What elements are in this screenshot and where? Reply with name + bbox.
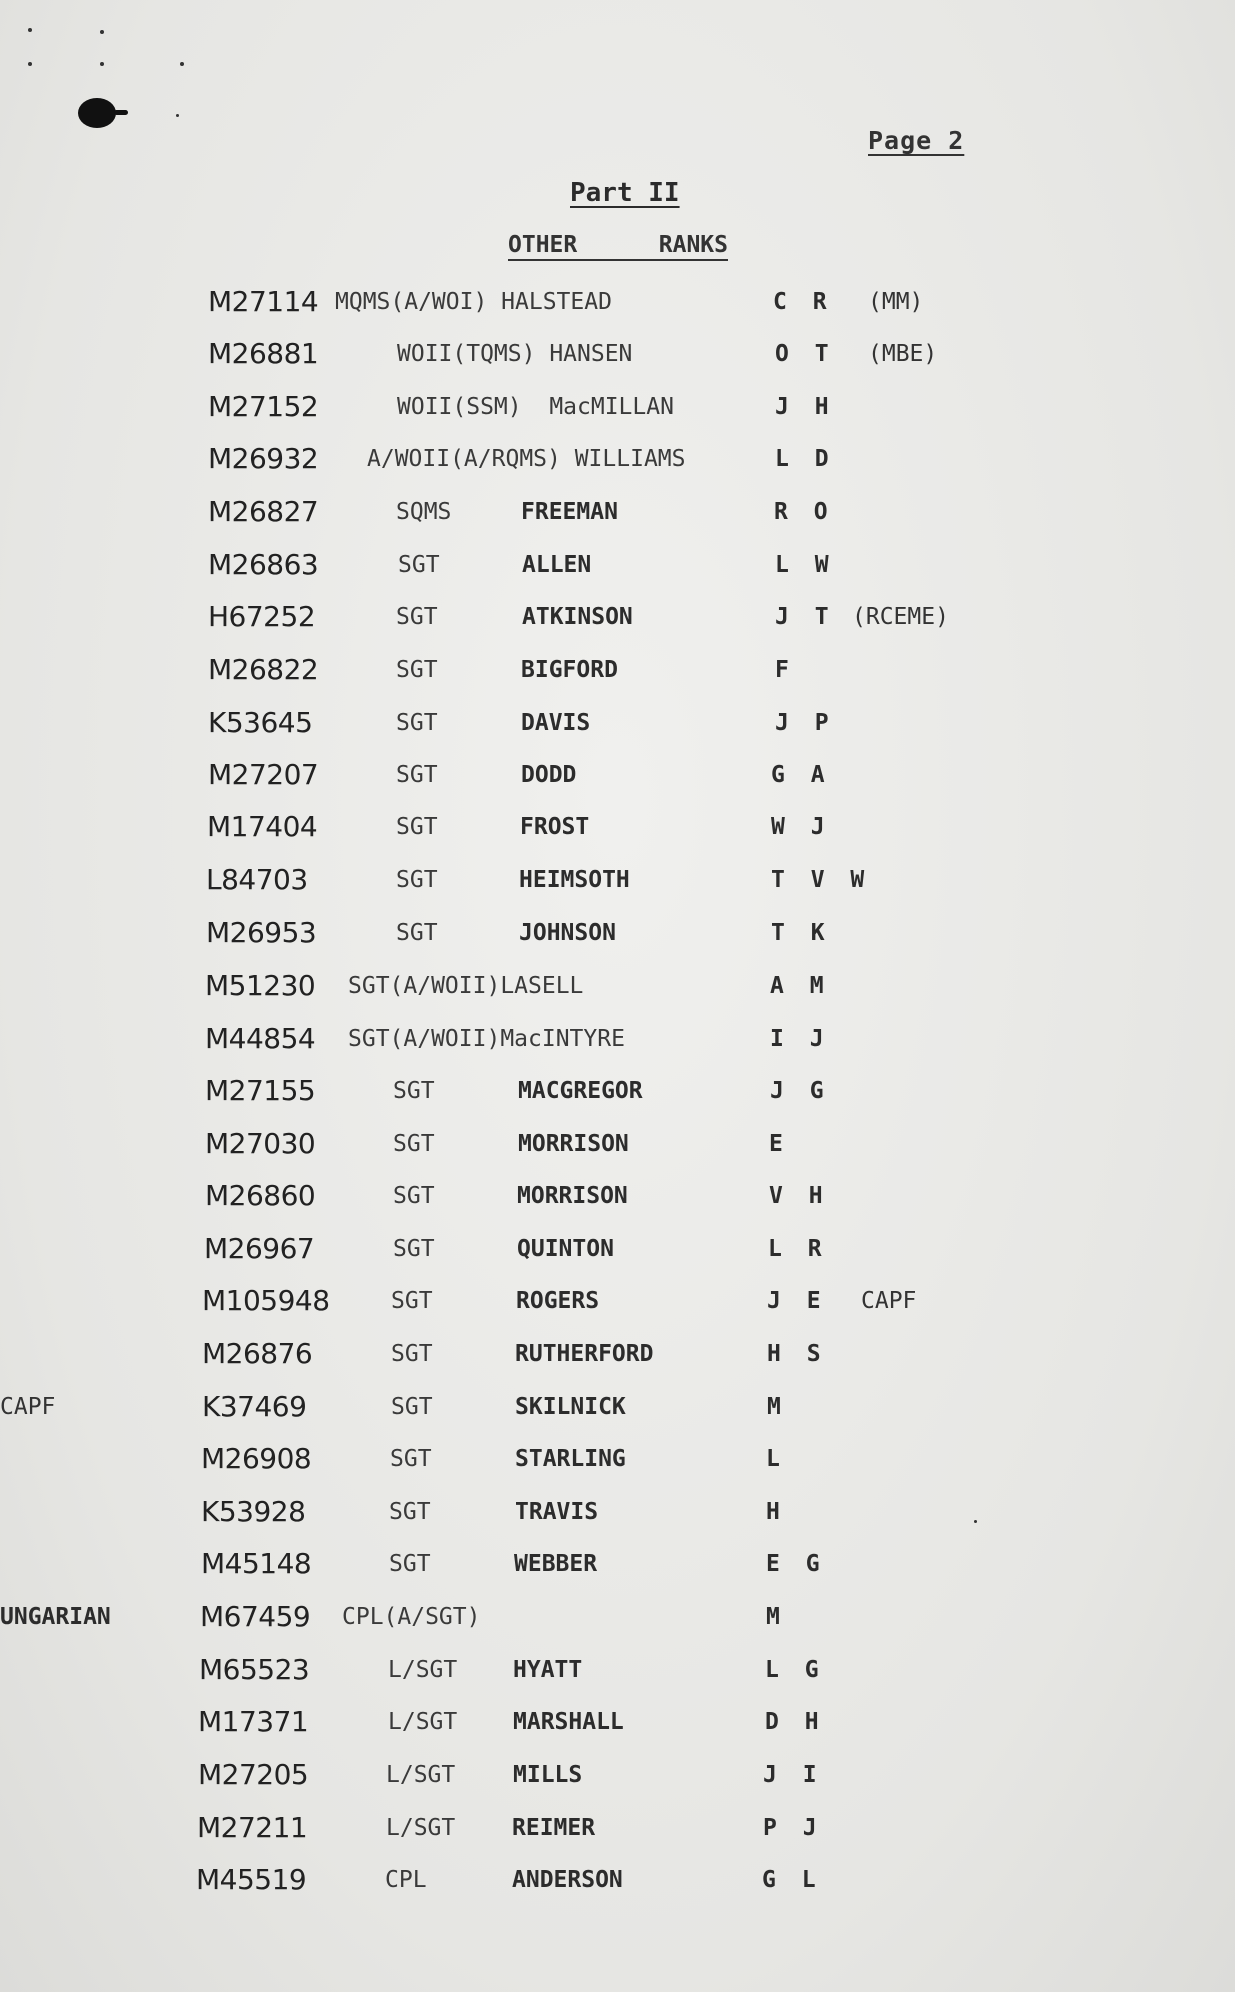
- initials: G L: [762, 1867, 822, 1893]
- ink-speck: [180, 62, 184, 66]
- service-number: M26860: [205, 1179, 316, 1212]
- surname: MILLS: [513, 1762, 583, 1788]
- roster-row: [0, 597, 1235, 637]
- surname: BIGFORD: [521, 657, 618, 683]
- service-number: L84703: [206, 863, 308, 896]
- surname: MACGREGOR: [518, 1078, 643, 1104]
- initials: J I: [763, 1762, 823, 1788]
- roster-row: [0, 807, 1235, 847]
- award-note: CAPF: [0, 1394, 56, 1420]
- rank: SGT(A/WOII)MacINTYRE: [348, 1026, 625, 1052]
- rank: L/SGT: [386, 1815, 456, 1841]
- roster-row: [0, 1650, 1235, 1690]
- initials: W J: [771, 814, 831, 840]
- service-number: M27152: [208, 390, 319, 423]
- ink-speck: [100, 30, 104, 34]
- roster-row: [0, 755, 1235, 795]
- roster-row: [0, 1334, 1235, 1374]
- initials: J G: [770, 1078, 830, 1104]
- page-number: Page 2: [868, 126, 965, 155]
- initials: J T: [775, 604, 835, 630]
- roster-row: [0, 1492, 1235, 1532]
- roster-row: [0, 703, 1235, 743]
- roster-row: [0, 860, 1235, 900]
- service-number: K53928: [201, 1495, 306, 1528]
- surname: REIMER: [512, 1815, 596, 1841]
- surname: FREEMAN: [521, 499, 618, 525]
- rank: SGT: [391, 1394, 433, 1420]
- initials: L R: [768, 1236, 828, 1262]
- roster-row: [0, 1229, 1235, 1269]
- rank: L/SGT: [386, 1762, 456, 1788]
- surname: ANDERSON: [512, 1867, 623, 1893]
- surname: RUTHERFORD: [515, 1341, 654, 1367]
- initials: P J: [763, 1815, 823, 1841]
- surname: ATKINSON: [522, 604, 633, 630]
- part-title: Part II: [570, 178, 680, 208]
- surname: ALLEN: [522, 552, 592, 578]
- initials: D H: [765, 1709, 825, 1735]
- rank: SGT: [396, 867, 438, 893]
- rank: A/WOII(A/RQMS) WILLIAMS: [367, 446, 686, 472]
- service-number: M27207: [208, 758, 319, 791]
- roster-row: [0, 1755, 1235, 1795]
- service-number: M45148: [201, 1547, 312, 1580]
- service-number: M51230: [205, 969, 316, 1002]
- rank: SQMS: [396, 499, 452, 525]
- rank: SGT: [393, 1131, 435, 1157]
- initials: J P: [775, 710, 835, 736]
- initials: H: [766, 1499, 786, 1525]
- initials: M: [766, 1604, 786, 1630]
- service-number: M27114: [208, 285, 319, 318]
- initials: L D: [775, 446, 835, 472]
- rank: SGT: [389, 1551, 431, 1577]
- service-number: M26881: [208, 337, 319, 370]
- service-number: M26967: [204, 1232, 315, 1265]
- roster-row: [0, 913, 1235, 953]
- rank: SGT: [391, 1341, 433, 1367]
- roster-row: [0, 1124, 1235, 1164]
- service-number: K37469: [202, 1390, 307, 1423]
- rank: SGT: [396, 814, 438, 840]
- rank: WOII(SSM) MacMILLAN: [397, 394, 674, 420]
- roster-row: [0, 1176, 1235, 1216]
- roster-row: [0, 439, 1235, 479]
- roster-row: [0, 1597, 1235, 1637]
- award-note: CAPF: [861, 1288, 917, 1314]
- roster-row: [0, 650, 1235, 690]
- award-note: (RCEME): [852, 604, 949, 630]
- initials: L: [766, 1446, 786, 1472]
- rank: SGT: [390, 1446, 432, 1472]
- service-number: K53645: [208, 706, 313, 739]
- roster-row: [0, 1387, 1235, 1427]
- service-number: M27030: [205, 1127, 316, 1160]
- service-number: M105948: [202, 1284, 330, 1317]
- initials: T K: [771, 920, 831, 946]
- roster-row: [0, 492, 1235, 532]
- surname: QUINTON: [517, 1236, 614, 1262]
- service-number: M17404: [207, 810, 318, 843]
- initials: R O: [774, 499, 834, 525]
- service-number: M45519: [196, 1863, 307, 1896]
- ink-speck: [176, 114, 179, 117]
- roster-row: [0, 334, 1235, 374]
- rank: L/SGT: [388, 1709, 458, 1735]
- rank: SGT: [393, 1183, 435, 1209]
- section-title-word: RANKS: [658, 232, 728, 258]
- surname: MORRISON: [517, 1183, 628, 1209]
- rank: SGT: [389, 1499, 431, 1525]
- initials: L G: [765, 1657, 825, 1683]
- section-title-word: OTHER: [508, 232, 578, 258]
- roster-row: [0, 1702, 1235, 1742]
- roster-row: [0, 1860, 1235, 1900]
- surname: JOHNSON: [519, 920, 616, 946]
- section-title: [508, 232, 728, 261]
- rank: MQMS(A/WOI) HALSTEAD: [335, 289, 612, 315]
- service-number: M26827: [208, 495, 319, 528]
- rank: SGT: [393, 1078, 435, 1104]
- initials: E G: [766, 1551, 826, 1577]
- rank: SGT: [398, 552, 440, 578]
- initials: M: [767, 1394, 787, 1420]
- surname: ROGERS: [516, 1288, 600, 1314]
- initials: A M: [770, 973, 830, 999]
- service-number: M26863: [208, 548, 319, 581]
- ink-speck: [28, 62, 32, 66]
- initials: F: [775, 657, 795, 683]
- initials: I J: [770, 1026, 830, 1052]
- rank: SGT: [396, 710, 438, 736]
- rank: SGT: [393, 1236, 435, 1262]
- roster-row: [0, 282, 1235, 322]
- rank: SGT: [391, 1288, 433, 1314]
- surname: STARLING: [515, 1446, 626, 1472]
- surname: SKILNICK: [515, 1394, 626, 1420]
- roster-row: [0, 387, 1235, 427]
- roster-row: [0, 1808, 1235, 1848]
- initials: G A: [771, 762, 831, 788]
- roster-row: [0, 1071, 1235, 1111]
- initials: E: [769, 1131, 789, 1157]
- surname: MARSHALL: [513, 1709, 624, 1735]
- initials: C R: [773, 289, 833, 315]
- surname: FROST: [520, 814, 590, 840]
- service-number: M27211: [197, 1811, 308, 1844]
- initials: H S: [767, 1341, 827, 1367]
- roster-row: [0, 966, 1235, 1006]
- roster-row: [0, 1544, 1235, 1584]
- service-number: M26876: [202, 1337, 313, 1370]
- surname: TRAVIS: [515, 1499, 599, 1525]
- service-number: M44854: [205, 1022, 316, 1055]
- award-note: (MBE): [868, 341, 938, 367]
- punch-hole-mark: [78, 98, 116, 128]
- surname: DODD: [521, 762, 577, 788]
- initials: O T: [775, 341, 835, 367]
- surname: MORRISON: [518, 1131, 629, 1157]
- surname: UNGARIAN: [0, 1604, 111, 1630]
- rank: WOII(TQMS) HANSEN: [397, 341, 633, 367]
- service-number: M67459: [200, 1600, 311, 1633]
- ink-speck: [100, 62, 104, 66]
- rank: SGT: [396, 762, 438, 788]
- surname: WEBBER: [514, 1551, 598, 1577]
- ink-speck: [28, 28, 32, 32]
- roster-row: [0, 1281, 1235, 1321]
- initials: J H: [775, 394, 835, 420]
- service-number: M27205: [198, 1758, 309, 1791]
- roster-row: [0, 1439, 1235, 1479]
- service-number: M27155: [205, 1074, 316, 1107]
- rank: SGT: [396, 920, 438, 946]
- rank: L/SGT: [388, 1657, 458, 1683]
- service-number: M26822: [208, 653, 319, 686]
- surname: DAVIS: [521, 710, 591, 736]
- rank: CPL: [385, 1867, 427, 1893]
- rank: SGT(A/WOII)LASELL: [348, 973, 584, 999]
- award-note: (MM): [868, 289, 924, 315]
- roster-row: [0, 545, 1235, 585]
- rank: CPL(A/SGT): [342, 1604, 481, 1630]
- rank: SGT: [396, 604, 438, 630]
- service-number: H67252: [208, 600, 316, 633]
- initials: J E: [767, 1288, 827, 1314]
- rank: SGT: [396, 657, 438, 683]
- roster-row: [0, 1019, 1235, 1059]
- initials: V H: [769, 1183, 829, 1209]
- initials: T V W: [771, 867, 871, 893]
- service-number: M17371: [198, 1705, 309, 1738]
- service-number: M26932: [208, 442, 319, 475]
- initials: L W: [775, 552, 835, 578]
- surname: HEIMSOTH: [519, 867, 630, 893]
- service-number: M65523: [199, 1653, 310, 1686]
- service-number: M26908: [201, 1442, 312, 1475]
- service-number: M26953: [206, 916, 317, 949]
- surname: HYATT: [513, 1657, 583, 1683]
